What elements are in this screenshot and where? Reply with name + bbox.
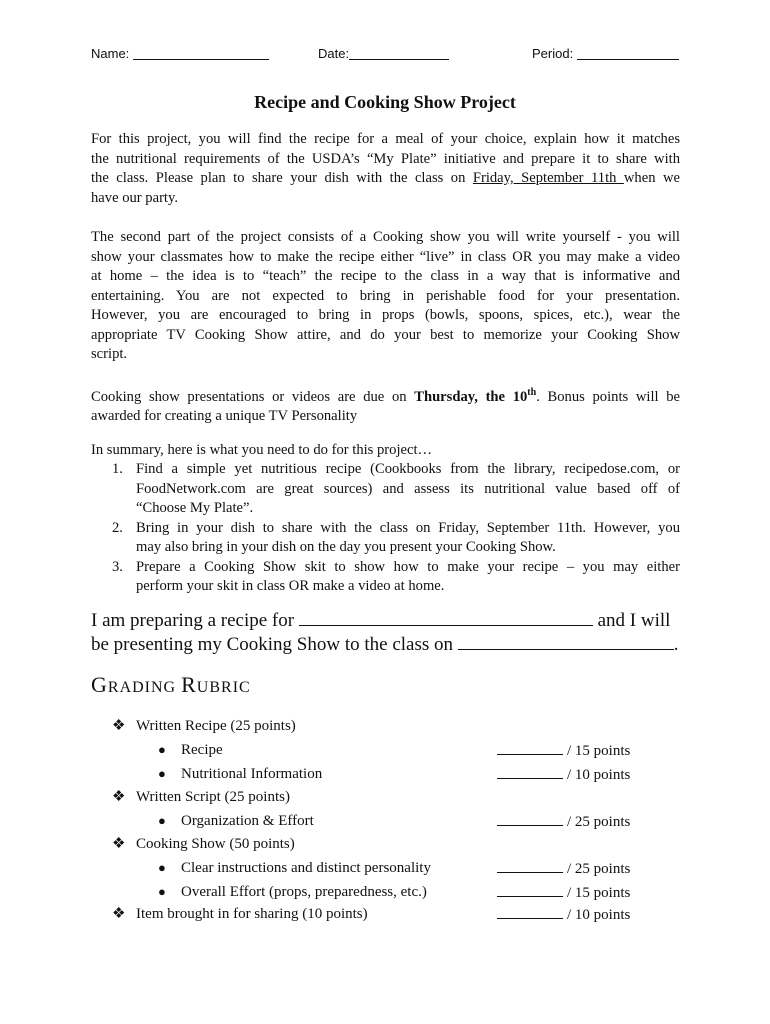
- intro-line: For this project, you will find the recipe for a meal of your choice, explain how it matches: [91, 131, 680, 147]
- round-bullet-icon: ●: [158, 813, 166, 828]
- step-number: 2.: [112, 519, 123, 536]
- diamond-bullet-icon: ❖: [112, 906, 126, 922]
- score-blank[interactable]: [497, 811, 563, 826]
- period-field[interactable]: [532, 46, 679, 61]
- round-bullet-icon: ●: [158, 860, 166, 875]
- presentation-date-blank[interactable]: [458, 634, 674, 650]
- paragraph-line: appropriate TV Cooking Show attire, and do your best to memorize your Cooking Show: [91, 326, 680, 343]
- score-blank[interactable]: [497, 764, 563, 779]
- due-date: Thursday, the 10th: [414, 387, 537, 405]
- name-label: Name:: [91, 46, 130, 61]
- date-field[interactable]: [318, 46, 449, 61]
- paragraph-line: show your classmates how to make the recipe either “live” in class OR you may make a video: [91, 248, 680, 265]
- step-number: 1.: [112, 461, 123, 477]
- step-number: 3.: [112, 558, 123, 575]
- diamond-bullet-icon: ❖: [112, 836, 126, 852]
- page-title: Recipe and Cooking Show Project: [254, 92, 516, 112]
- worksheet-page: Name: Date: Period: Recipe and Cooking Show Project For this project, you will find the recipe for a meal of your choice, explain how it matches the nutritional requirements of the USDA’s “My Plate” initiative and prepare it to share with the class. Please plan to share your dish with the class on Friday, September 11th when we have our party. The second part of the project consists of a Cooking show you will write yourself - you will show your classmates how to make the recipe either “live” in class OR you may make a video at home – the idea is to “teach” the recipe to the class in a way that is informative and entertaining. You are not expected to bring in perishable food for your presentation. However, you are encouraged to bring in props (bowls, spoons, spices, etc.), wear the appropriate TV Cooking Show attire, and do your best to memorize your Cooking Show script. Cooking show presentations or videos are due on Thursday, the 10th. Bonus points will be awarded for creating a unique TV Personality In summary, here is what you need to do for this project… 1. Find a simple yet nutritious recipe (Cookbooks from the library, recipedose.com, or FoodNetwork.com are great sources) and assess its nutritional value based off of “Choose My Plate”. 2. Bring in your dish to share with the class on Friday, September 11th. However, you may also bring in your dish on the day you present your Cooking Show. 3. Prepare a Cooking Show skit to show how to make your recipe – you may either perform your skit in class OR make a video at home. I am preparing a recipe for and I will be presenting my Cooking Show to the class on . GRADING RUBRIC ❖ Written Recipe (25 points) ● Recipe / 15 points ● Nutritional Information / 10 points ❖ Written Script (25 points) ● Organization & Effort / 25 points ❖ Cooking Show (50 points) ● Clear instructions and distinct personality / 25 points ● Overall Effort (props, preparedness, etc.) / 15 points ❖ Item brought in for sharing (10 points) / 10 points: [0, 0, 770, 1024]
- due-date-paragraph: [91, 383, 680, 427]
- score-field[interactable]: / 25 points: [497, 811, 630, 832]
- round-bullet-icon: ●: [158, 742, 166, 757]
- paragraph-line: entertaining. You are not expected to bring in perishable food for your presentation.: [91, 287, 680, 304]
- round-bullet-icon: ●: [158, 884, 166, 899]
- date-label: Date:: [318, 46, 350, 61]
- paragraph-line: script.: [91, 346, 128, 362]
- score-field[interactable]: / 15 points: [497, 882, 630, 903]
- steps-list: [91, 460, 680, 597]
- intro-paragraph: [91, 130, 680, 208]
- diamond-bullet-icon: ❖: [112, 789, 126, 805]
- paragraph-line: However, you are encouraged to bring in props (bowls, spoons, spices, etc.), wear the: [91, 307, 680, 323]
- score-blank[interactable]: [497, 904, 563, 919]
- name-blank[interactable]: [133, 46, 269, 60]
- score-blank[interactable]: [497, 858, 563, 873]
- recipe-blank[interactable]: [299, 610, 593, 626]
- score-field[interactable]: / 25 points: [497, 858, 630, 879]
- summary-intro: In summary, here is what you need to do for this project…: [91, 442, 433, 458]
- grading-rubric-heading: GRADING RUBRIC: [91, 672, 251, 697]
- presentation-statement-line: be presenting my Cooking Show to the class on .: [91, 634, 679, 655]
- recipe-statement-line: I am preparing a recipe for and I will: [91, 610, 671, 631]
- diamond-bullet-icon: ❖: [112, 718, 126, 734]
- list-item: 3. Prepare a Cooking Show skit to show how to make your recipe – you may either perform your skit in class OR make a video at home.: [112, 558, 680, 594]
- list-item: 1. Find a simple yet nutritious recipe (Cookbooks from the library, recipedose.com, or FoodNetwork.com are great sources) and assess its nutritional value based off of “Choose My Plate”.: [112, 461, 680, 516]
- paragraph-line: at home – the idea is to “teach” the recipe to the class in a way that is informative and: [91, 268, 680, 284]
- intro-line: the class. Please plan to share your dish with the class on Friday, September 11th when we: [91, 170, 680, 186]
- party-date: Friday, September 11th: [472, 170, 624, 186]
- round-bullet-icon: ●: [158, 766, 166, 781]
- score-field[interactable]: / 15 points: [497, 740, 630, 761]
- paragraph-line: Cooking show presentations or videos are due on Thursday, the 10th. Bonus points will be: [91, 387, 681, 405]
- list-item: 2. Bring in your dish to share with the class on Friday, September 11th. However, you may also bring in your dish on the day you present your Cooking Show.: [112, 519, 680, 555]
- date-blank[interactable]: [349, 46, 449, 60]
- score-blank[interactable]: [497, 740, 563, 755]
- score-field[interactable]: / 10 points: [497, 904, 630, 925]
- paragraph-line: awarded for creating a unique TV Personality: [91, 408, 358, 425]
- name-field[interactable]: [91, 46, 269, 61]
- period-blank[interactable]: [577, 46, 679, 60]
- score-field[interactable]: / 10 points: [497, 764, 630, 785]
- score-blank[interactable]: [497, 882, 563, 897]
- paragraph-line: The second part of the project consists of a Cooking show you will write yourself - you will: [91, 229, 680, 245]
- intro-line: the nutritional requirements of the USDA’s “My Plate” initiative and prepare it to share with: [91, 150, 680, 167]
- intro-line: have our party.: [91, 189, 178, 206]
- cooking-show-paragraph: [91, 228, 680, 365]
- period-label: Period:: [532, 46, 574, 61]
